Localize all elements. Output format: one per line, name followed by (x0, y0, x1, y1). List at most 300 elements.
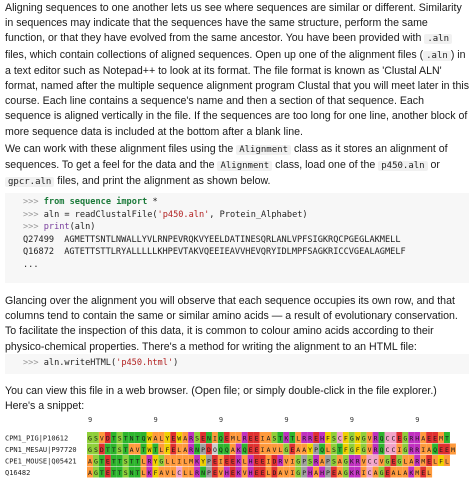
residue-letter: G (93, 457, 98, 466)
residue-letter: M (421, 457, 426, 466)
residue-letter: D (207, 446, 211, 454)
residue-letter: N (207, 434, 211, 443)
residue-letter: A (373, 469, 378, 477)
residue-letter: E (224, 434, 229, 443)
residue-letter: M (189, 457, 194, 466)
residue-letter: L (427, 469, 432, 477)
residue-letter: H (415, 434, 420, 443)
alignment-html-snippet (5, 412, 469, 488)
alignment-row (5, 444, 456, 455)
residue-letter: N (129, 434, 134, 443)
residue-letter: L (177, 446, 182, 454)
residue-letter: A (314, 469, 319, 477)
residue-letter: H (248, 469, 253, 477)
residue-letter: W (147, 446, 152, 454)
residue-letter: T (111, 457, 116, 466)
residue-letter: L (403, 457, 408, 466)
residue-letter: F (343, 446, 348, 454)
residue-letter: Y (165, 434, 170, 443)
residue-letter: V (218, 469, 223, 477)
residue-letter: A (266, 446, 271, 454)
residue-letter: M (450, 446, 455, 454)
residue-letter: H (248, 457, 253, 466)
residue-letter: T (99, 457, 104, 466)
residue-letter: T (99, 469, 104, 477)
code-prompt: >>> (23, 358, 39, 368)
ruler-tick-label: 9 (415, 416, 420, 424)
residue-letter: G (403, 434, 408, 443)
code-prompt: >>> (23, 222, 39, 233)
residue-letter: L (183, 469, 188, 477)
residue-letter: H (320, 434, 324, 443)
coloured-alignment (5, 412, 469, 488)
residue-letter: E (445, 446, 449, 454)
residue-letter: T (135, 457, 140, 466)
residue-letter: R (373, 434, 378, 443)
residue-letter: L (445, 457, 449, 466)
residue-letter: S (195, 434, 200, 443)
residue-letter: E (248, 434, 253, 443)
residue-letter: G (349, 446, 354, 454)
sequence-name: CPN1_MESAU|P97720 (5, 446, 77, 454)
residue-letter: R (355, 457, 360, 466)
residue-letter: E (224, 457, 229, 466)
residue-letter: V (379, 457, 384, 466)
residue-letter: E (433, 434, 438, 443)
inline-code-p450: p450.aln (378, 161, 427, 171)
residue-letter: P (207, 457, 211, 466)
residue-letter: E (171, 434, 176, 443)
residue-letter: E (212, 457, 217, 466)
residue-letter: A (159, 469, 164, 477)
residue-letter: C (177, 469, 182, 477)
residue-letter: E (421, 469, 426, 477)
residue-letter: S (331, 446, 336, 454)
residue-letter: G (403, 446, 408, 454)
residue-letter: F (153, 469, 158, 477)
residue-letter: L (266, 469, 271, 477)
code-keyword-import: import (116, 197, 148, 207)
alignment-class-paragraph (5, 142, 469, 191)
residue-letter: V (367, 434, 372, 443)
residue-letter: S (117, 446, 122, 454)
residue-letter: A (296, 446, 301, 454)
residue-letter: E (254, 469, 259, 477)
residue-letter: A (88, 457, 92, 466)
para2-text-5: files, and print the alignment as shown below. (54, 175, 271, 188)
residue-letter: A (230, 446, 235, 454)
residue-letter: S (123, 457, 128, 466)
residue-letter: W (177, 434, 182, 443)
alignment-row (5, 455, 450, 466)
residue-letter: S (93, 434, 98, 443)
residue-letter: A (129, 446, 134, 454)
para2-text-4: or (427, 159, 440, 172)
residue-letter: H (320, 469, 324, 477)
ruler-tick-label: 9 (284, 416, 289, 424)
residue-letter: L (278, 446, 283, 454)
residue-letter: A (302, 446, 307, 454)
residue-letter: E (201, 434, 205, 443)
residue-letter: G (296, 469, 301, 477)
residue-letter: N (195, 446, 200, 454)
residue-letter: T (445, 434, 449, 443)
sequence-name: CPM1_PIG|P10612 (5, 434, 69, 443)
residue-letter: Q (218, 446, 223, 454)
residue-letter: L (171, 469, 176, 477)
residue-letter: E (230, 457, 235, 466)
residue-letter: W (147, 434, 152, 443)
ruler-tick-label: 9 (218, 416, 224, 424)
residue-letter: H (224, 469, 229, 477)
code-line2-post: , Protein_Alphabet) (209, 209, 308, 220)
residue-letter: T (278, 434, 283, 443)
residue-letter: T (111, 446, 116, 454)
residue-letter: L (183, 457, 188, 466)
residue-letter: E (254, 457, 259, 466)
residue-letter: G (361, 446, 366, 454)
residue-letter: L (141, 469, 146, 477)
residue-letter: Q (242, 446, 247, 454)
residue-letter: P (326, 469, 330, 477)
residue-letter: L (433, 457, 438, 466)
residue-letter: A (320, 457, 324, 466)
residue-letter: C (373, 457, 378, 466)
residue-letter: Q (224, 446, 229, 454)
output-seq-id: Q16872 (23, 247, 55, 258)
residue-letter: N (201, 469, 205, 477)
residue-letter: W (355, 434, 360, 443)
residue-letter: L (159, 434, 164, 443)
residue-letter: T (290, 434, 295, 443)
residue-letter: T (117, 457, 122, 466)
code-string-html-file: 'p450.html' (116, 358, 174, 368)
residue-letter: I (177, 457, 182, 466)
residue-letter: P (201, 446, 205, 454)
residue-letter: T (111, 434, 116, 443)
residue-letter: Y (153, 457, 158, 466)
residue-letter: G (379, 469, 384, 477)
residue-letter: S (331, 434, 336, 443)
residue-letter: A (391, 469, 396, 477)
residue-letter: P (207, 469, 211, 477)
residue-letter: M (439, 434, 443, 443)
residue-letter: C (385, 434, 390, 443)
residue-letter: A (88, 469, 92, 477)
residue-letter: K (195, 457, 200, 466)
residue-letter: S (117, 434, 122, 443)
residue-letter: R (314, 457, 319, 466)
residue-letter: T (153, 446, 158, 454)
residue-letter: R (355, 469, 360, 477)
residue-letter: M (230, 434, 235, 443)
residue-letter: E (314, 434, 319, 443)
residue-letter: T (135, 469, 140, 477)
residue-letter: E (254, 446, 259, 454)
residue-letter: A (337, 469, 342, 477)
residue-letter: V (284, 457, 289, 466)
residue-letter: G (385, 457, 390, 466)
code-import-star: * (152, 197, 158, 207)
residue-letter: F (439, 457, 443, 466)
residue-letter: E (427, 457, 432, 466)
residue-letter: E (254, 434, 259, 443)
output-seq: AGMETTSNTLNWALLYVLRNPEVRQKVYEELDATINESQRLANLVPFSIGKRQCPGEGLAKMELL (64, 234, 401, 245)
code-print-fn: print (43, 222, 70, 233)
residue-letter: I (260, 434, 265, 443)
residue-letter: T (129, 457, 134, 466)
residue-letter: D (272, 469, 277, 477)
snippet-paragraph: You can view this file in a web browser. (Open file; or simply double-click in the file explorer.) Here's a snippet: (5, 385, 437, 413)
residue-letter: L (242, 457, 247, 466)
inline-code-aln-2: .aln (423, 51, 451, 61)
code-keyword-from: from (43, 197, 65, 207)
residue-letter: H (308, 469, 313, 477)
residue-letter: E (260, 457, 265, 466)
residue-letter: S (308, 457, 313, 466)
residue-letter: R (409, 434, 414, 443)
residue-letter: F (343, 434, 348, 443)
code-print-args: (aln) (69, 222, 96, 233)
residue-letter: I (266, 457, 271, 466)
residue-letter: L (326, 446, 330, 454)
residue-letter: L (171, 457, 176, 466)
residue-letter: F (165, 446, 170, 454)
residue-letter: C (385, 446, 390, 454)
residue-letter: V (99, 434, 104, 443)
residue-letter: C (391, 446, 396, 454)
residue-letter: A (427, 446, 432, 454)
residue-letter: V (284, 469, 289, 477)
residue-letter: D (105, 434, 110, 443)
residue-letter: E (105, 457, 110, 466)
code-block-write-html (5, 354, 469, 374)
residue-letter: S (331, 457, 336, 466)
residue-letter: R (415, 457, 420, 466)
sequence-name: CPE1_MOUSE|Q05421 (5, 457, 77, 466)
residue-letter: L (296, 434, 301, 443)
residue-letter: A (153, 434, 158, 443)
residue-letter: K (236, 446, 241, 454)
residue-letter: Y (201, 457, 205, 466)
residue-letter: G (397, 457, 402, 466)
residue-letter: E (105, 469, 110, 477)
residue-letter: I (212, 434, 217, 443)
residue-letter: V (361, 457, 366, 466)
residue-letter: K (284, 434, 289, 443)
code-line2-pre: aln = readClustalFile( (43, 209, 158, 220)
residue-letter: R (308, 434, 313, 443)
residue-letter: V (135, 446, 140, 454)
residue-letter: A (409, 457, 414, 466)
residue-letter: D (272, 457, 277, 466)
ruler-tick-label: 9 (153, 416, 158, 424)
residue-letter: E (230, 469, 235, 477)
residue-letter: P (302, 469, 307, 477)
residue-letter: G (349, 434, 354, 443)
residue-letter: L (397, 469, 402, 477)
residue-letter: Q (320, 446, 324, 454)
residue-letter: R (242, 434, 247, 443)
residue-letter: Q (379, 434, 384, 443)
residue-letter: E (331, 469, 336, 477)
residue-letter: T (123, 446, 128, 454)
residue-letter: G (343, 469, 348, 477)
residue-letter: L (189, 469, 194, 477)
residue-letter: A (403, 469, 408, 477)
residue-letter: A (266, 434, 271, 443)
residue-letter: T (123, 434, 128, 443)
code-block-read-alignment (5, 193, 469, 283)
residue-letter: I (421, 446, 426, 454)
residue-letter: I (290, 469, 295, 477)
residue-letter: Q (218, 434, 223, 443)
residue-letter: A (421, 434, 426, 443)
residue-letter: T (117, 469, 122, 477)
code-write-pre: aln.writeHTML( (43, 358, 117, 368)
residue-letter: R (302, 434, 307, 443)
residue-letter: G (296, 457, 301, 466)
output-seq-id: Q27499 (23, 234, 55, 245)
residue-letter: A (337, 457, 342, 466)
residue-letter: G (361, 434, 366, 443)
residue-letter: G (159, 457, 164, 466)
residue-letter: K (147, 469, 152, 477)
para2-text-2: class as it stores an alignment of sequences. To get a feel for the data and the (5, 143, 448, 172)
residue-letter: K (236, 457, 241, 466)
residue-letter: E (397, 434, 402, 443)
inline-code-gpcr: gpcr.aln (5, 177, 54, 187)
residue-letter: T (111, 469, 116, 477)
intro-paragraph (5, 1, 469, 140)
residue-letter: Q (379, 446, 384, 454)
intro-text-1: Aligning sequences to one another lets us see where sequences are similar or different. Similarity in sequences may indicate that the sequences have the same structure, perform the same function, or that they have evolved from the same ancestor. You have been provided with (5, 2, 462, 45)
residue-letter: R (373, 446, 378, 454)
code-string-filename: 'p450.aln' (157, 209, 210, 220)
residue-letter: G (343, 457, 348, 466)
column-ruler (88, 416, 469, 424)
residue-letter: M (415, 469, 420, 477)
residue-letter: K (349, 469, 354, 477)
residue-letter: E (290, 446, 295, 454)
residue-letter: T (105, 446, 110, 454)
residue-letter: C (337, 434, 342, 443)
residue-letter: V (165, 469, 170, 477)
residue-letter: V (242, 469, 247, 477)
intro-text-3: ) in a text editor such as Notepad++ to look at its format. The file format is known as 'Clustal ALN' format, named after the multiple sequence alignment program Clustal that you will meet later in this course. Each line contains a sequence's name and then a section of that sequence. Each sequence is aligned vertically in the file. If the sequences are too long for one line, another block of more sequence data is included at the bottom after a blank line. (5, 48, 469, 138)
code-prompt: >>> (23, 197, 39, 207)
residue-letter: G (93, 469, 98, 477)
code-prompt: >>> (23, 209, 39, 220)
residue-letter: R (189, 434, 194, 443)
residue-letter: S (123, 469, 128, 477)
code-module-name: sequence (69, 197, 112, 207)
residue-letter: C (367, 457, 372, 466)
code-write-post: ) (173, 358, 179, 368)
residue-letter: S (93, 446, 98, 454)
residue-letter: O (212, 446, 217, 454)
residue-letter: Q (433, 446, 438, 454)
residue-letter: S (272, 434, 277, 443)
output-ellipsis: ... (23, 259, 39, 270)
residue-letter: G (88, 434, 92, 443)
residue-letter: C (367, 469, 372, 477)
residue-letter: I (218, 457, 223, 466)
residue-letter: T (141, 446, 146, 454)
residue-letter: R (195, 469, 200, 477)
residue-letter: R (189, 446, 194, 454)
residue-letter: F (355, 446, 360, 454)
residue-letter: E (260, 469, 265, 477)
inline-code-alignment: Alignment (236, 145, 291, 155)
residue-letter: R (415, 446, 420, 454)
residue-letter: L (236, 434, 241, 443)
residue-letter: A (278, 469, 283, 477)
residue-letter: C (391, 434, 396, 443)
residue-letter: F (326, 434, 330, 443)
residue-letter: G (88, 446, 92, 454)
ruler-tick-label: 9 (349, 416, 355, 424)
inline-code-aln: .aln (424, 34, 452, 44)
alignment-rows (5, 432, 456, 478)
residue-letter: I (397, 446, 402, 454)
para2-text-1: We can work with these alignment files using the (5, 143, 237, 155)
residue-letter: R (147, 457, 152, 466)
residue-letter: D (99, 446, 104, 454)
residue-letter: E (248, 446, 253, 454)
residue-letter: E (171, 446, 176, 454)
residue-letter: V (272, 446, 277, 454)
residue-letter: P (326, 457, 330, 466)
intro-text-2: files, which contain collections of aligned sequences. Open up one of the alignment files ( (5, 48, 424, 61)
residue-letter: K (236, 469, 241, 477)
residue-letter: N (129, 469, 134, 477)
residue-letter: L (159, 446, 164, 454)
residue-letter: G (284, 446, 289, 454)
residue-letter: E (391, 457, 396, 466)
inline-code-alignment-2: Alignment (217, 161, 272, 171)
residue-letter: A (183, 434, 188, 443)
residue-letter: Q (141, 434, 146, 443)
residue-letter: I (260, 446, 265, 454)
conservation-paragraph: Glancing over the alignment you will observe that each sequence occupies its own row, and that columns tend to contain the same or similar amino acids — a result of evolutionary conservation. To facilitate the inspection of this data, it is common to colour amino acids according to their physico-chemical properties. There's a method for writing the alignment to an HTML file: (5, 295, 458, 353)
alignment-row (5, 432, 450, 443)
residue-letter: E (385, 469, 390, 477)
residue-letter: L (141, 457, 146, 466)
residue-letter: I (290, 457, 295, 466)
residue-letter: P (302, 457, 307, 466)
output-seq: AGTETTSTTLRYALLLLLKHPEVTAKVQEEIEAVVHEVQRYIDLMPFSAGKRICCVGEALAGMELF (64, 247, 406, 258)
residue-letter: E (212, 469, 217, 477)
residue-letter: I (361, 469, 366, 477)
residue-letter: A (183, 446, 188, 454)
residue-letter: Y (308, 446, 313, 454)
residue-letter: E (439, 446, 443, 454)
residue-letter: K (349, 457, 354, 466)
ruler-tick-label: 9 (88, 416, 93, 424)
alignment-row (5, 467, 432, 478)
residue-letter: P (314, 446, 319, 454)
sequence-name: Q16482 (5, 469, 31, 477)
residue-letter: T (135, 434, 140, 443)
residue-letter: R (278, 457, 283, 466)
residue-letter: K (409, 469, 414, 477)
para2-text-3: class, load one of the (272, 159, 379, 172)
residue-letter: V (367, 446, 372, 454)
residue-letter: E (427, 434, 432, 443)
residue-letter: L (165, 457, 170, 466)
residue-letter: R (409, 446, 414, 454)
